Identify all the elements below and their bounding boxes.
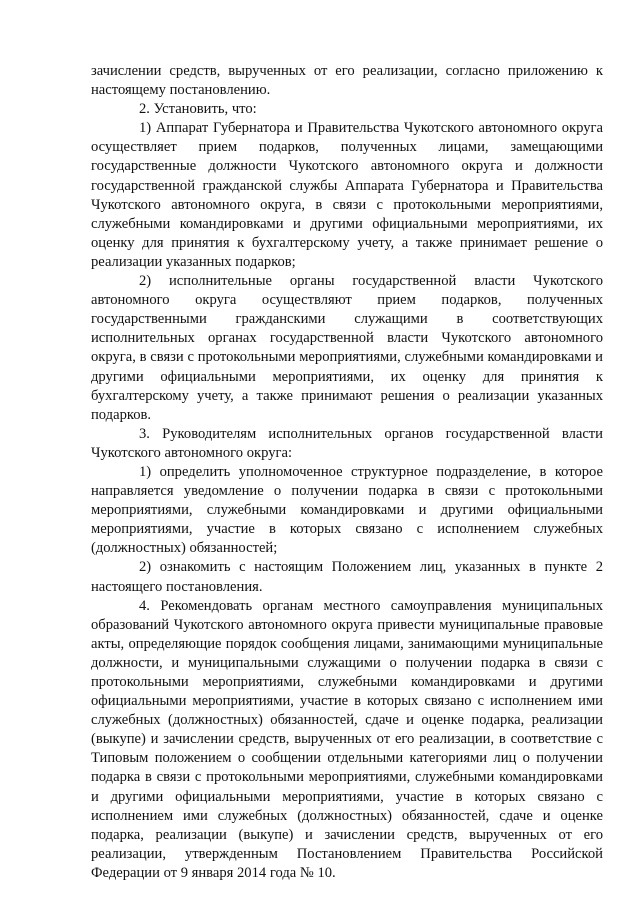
paragraph-clause-3-1: 1) определить уполномоченное структурное подразделение, в которое направляется уведомление о получении подарка в связи с протокольными мероприятиями, служебными командировками и другими официальными мероприятиями, участие в которых связано с исполнением служебных (должностных) обязанностей; — [91, 463, 603, 557]
paragraph-clause-2-1: 1) Аппарат Губернатора и Правительства Чукотского автономного округа осуществляет прием подарков, полученных лицами, замещающими государственные должности Чукотского автономного округа и должности государственной гражданской службы Аппарата Губернатора и Правительства Чукотского автономного округа, в связи с протокольными мероприятиями, служебными командировками и другими официальными мероприятиями, их оценку для принятия к бухгалтерскому учету, а также принимает решение о реализации указанных подарков; — [91, 120, 603, 270]
paragraph-clause-2: 2. Установить, что: — [139, 101, 257, 118]
paragraph-clause-2-2: 2) исполнительные органы государственной власти Чукотского автономного округа осуществляют прием подарков, полученных государственными гражданскими служащими в соответствующих исполнительных органах государственной власти Чукотского автономного округа, в связи с протокольными мероприятиями, служебными командировками и другими официальными мероприятиями, их оценку для принятия к бухгалтерскому учету, а также принимают решения о реализации указанных подарков. — [91, 273, 603, 423]
paragraph-clause-3: 3. Руководителям исполнительных органов государственной власти Чукотского автономного округа: — [91, 425, 603, 461]
paragraph-clause-4: 4. Рекомендовать органам местного самоуправления муниципальных образований Чукотского автономного округа привести муниципальные правовые акты, определяющие порядок сообщения лицами, занимающими муниципальные должности, и муниципальными служащими о получении подарка в связи с протокольными мероприятиями, служебными командировками и другими официальными мероприятиями, участие в которых связано с исполнением ими служебных (должностных) обязанностей, сдаче и оценке подарка, реализации (выкупе) и зачислении средств, вырученных от его реализации, в соответствие с Типовым положением о сообщении отдельными категориями лиц о получении подарка в связи с протокольными мероприятиями, служебными командировками и другими официальными мероприятиями, участие в которых связано с исполнением ими служебных (должностных) обязанностей, сдаче и оценке подарка, реализации (выкупе) и зачислении средств, вырученных от его реализации, утвержденным Постановлением Правительства Российской Федерации от 9 января 2014 года № 10. — [91, 597, 603, 881]
paragraph-clause-3-2: 2) ознакомить с настоящим Положением лиц, указанных в пункте 2 настоящего постановления. — [91, 559, 603, 595]
document-page — [91, 62, 603, 883]
paragraph-continuation: зачислении средств, вырученных от его реализации, согласно приложению к настоящему постановлению. — [91, 63, 603, 99]
